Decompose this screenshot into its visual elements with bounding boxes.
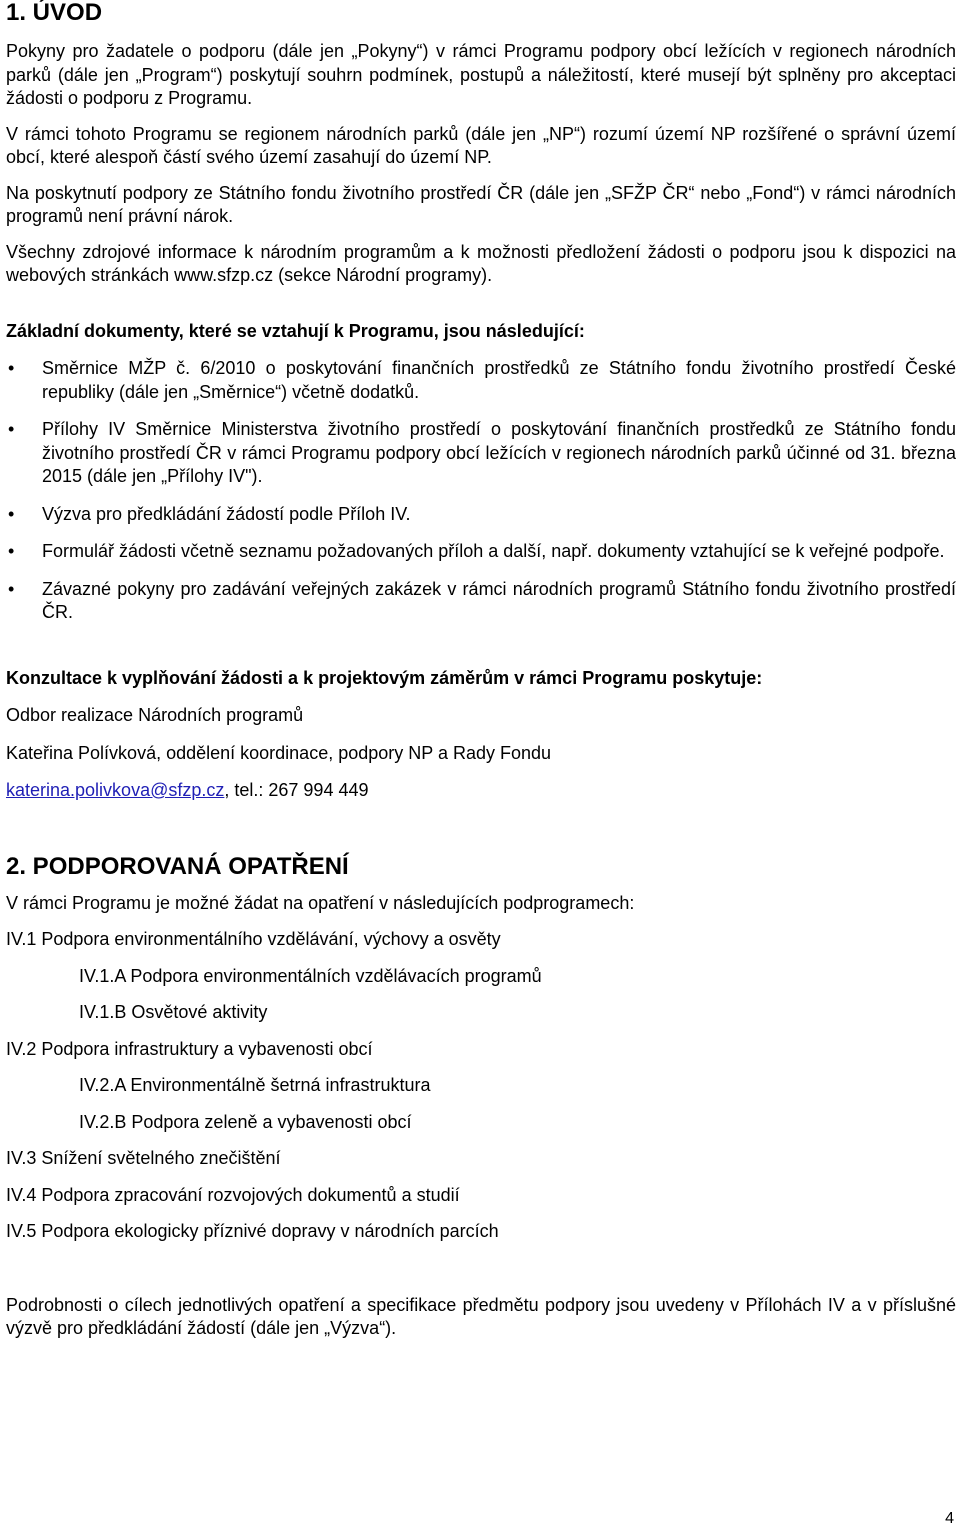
document-item: • Závazné pokyny pro zadávání veřejných zakázek v rámci národních programů Státního fondu životního prostředí ČR.	[6, 578, 956, 625]
documents-list	[6, 357, 956, 625]
subprogram-item: IV.1.A Podpora environmentálních vzdělávacích programů	[79, 965, 542, 986]
subprogram-item: IV.1.B Osvětové aktivity	[79, 1002, 268, 1022]
email-link[interactable]: katerina.polivkova@sfzp.cz	[6, 780, 225, 800]
intro-paragraph-3: Na poskytnutí podpory ze Státního fondu životního prostředí ČR (dále jen „SFŽP ČR“ nebo „Fond“) v rámci národních programů není právní nárok.	[6, 182, 956, 226]
documents-heading: Základní dokumenty, které se vztahují k Programu, jsou následující:	[6, 320, 585, 341]
section-1-heading: 1. ÚVOD	[6, 0, 103, 26]
intro-paragraph-1: Pokyny pro žadatele o podporu (dále jen „Pokyny“) v rámci Programu podpory obcí ležících v regionech národních parků (dále jen „Program“) poskytují souhrn podmínek, postupů a náležitostí, které musejí být splněny pro akceptaci žádosti o podporu z Programu.	[6, 41, 956, 108]
document-item: • Výzva pro předkládání žádostí podle Příloh IV.	[6, 503, 956, 527]
subprogram-item: IV.2 Podpora infrastruktury a vybavenosti obcí	[6, 1038, 373, 1059]
subprogram-item: IV.5 Podpora ekologicky příznivé dopravy v národních parcích	[6, 1221, 499, 1241]
section-2-intro: V rámci Programu je možné žádat na opatření v následujících podprogramech:	[6, 892, 635, 913]
intro-paragraph-4: Všechny zdrojové informace k národním programům a k možnosti předložení žádosti o podporu jsou k dispozici na webových stránkách www.sfzp.cz (sekce Národní programy).	[6, 241, 956, 285]
page-number: 4	[945, 1510, 954, 1527]
subprogram-item: IV.2.B Podpora zeleně a vybavenosti obcí	[79, 1111, 412, 1132]
consultation-heading: Konzultace k vyplňování žádosti a k projektovým záměrům v rámci Programu poskytuje:	[6, 667, 763, 688]
consultation-department: Odbor realizace Národních programů	[6, 705, 304, 725]
consultation-contact	[6, 779, 956, 803]
document-page	[6, 0, 956, 1341]
document-item: • Formulář žádosti včetně seznamu požadovaných příloh a další, např. dokumenty vztahující se k veřejné podpoře.	[6, 540, 956, 564]
document-item: • Směrnice MŽP č. 6/2010 o poskytování finančních prostředků ze Státního fondu životního prostředí České republiky (dále jen „Směrnice“) včetně dodatků.	[6, 357, 956, 404]
consultation-person: Kateřina Polívková, oddělení koordinace, podpory NP a Rady Fondu	[6, 742, 552, 763]
subprogram-list	[6, 928, 956, 1244]
intro-paragraph-2: V rámci tohoto Programu se regionem národních parků (dále jen „NP“) rozumí území NP rozšířené o správní území obcí, které alespoň částí svého území zasahují do území NP.	[6, 123, 956, 167]
subprogram-item: IV.2.A Environmentálně šetrná infrastruktura	[79, 1075, 431, 1095]
section-2-heading: 2. PODPOROVANÁ OPATŘENÍ	[6, 852, 349, 880]
subprogram-item: IV.4 Podpora zpracování rozvojových dokumentů a studií	[6, 1184, 460, 1205]
subprogram-item: IV.1 Podpora environmentálního vzdělávání, výchovy a osvěty	[6, 929, 501, 949]
document-item: • Přílohy IV Směrnice Ministerstva životního prostředí o poskytování finančních prostředků ze Státního fondu životního prostředí ČR v rámci Programu podpory obcí ležících v regionech národních parků účinné od 31. března 2015 (dále jen „Přílohy IV").	[6, 418, 956, 489]
subprogram-item: IV.3 Snížení světelného znečištění	[6, 1148, 281, 1168]
closing-paragraph: Podrobnosti o cílech jednotlivých opatření a specifikace předmětu podpory jsou uvedeny v Přílohách IV a v příslušné výzvě pro předkládání žádostí (dále jen „Výzva“).	[6, 1294, 956, 1338]
phone-text: , tel.: 267 994 449	[224, 780, 369, 800]
